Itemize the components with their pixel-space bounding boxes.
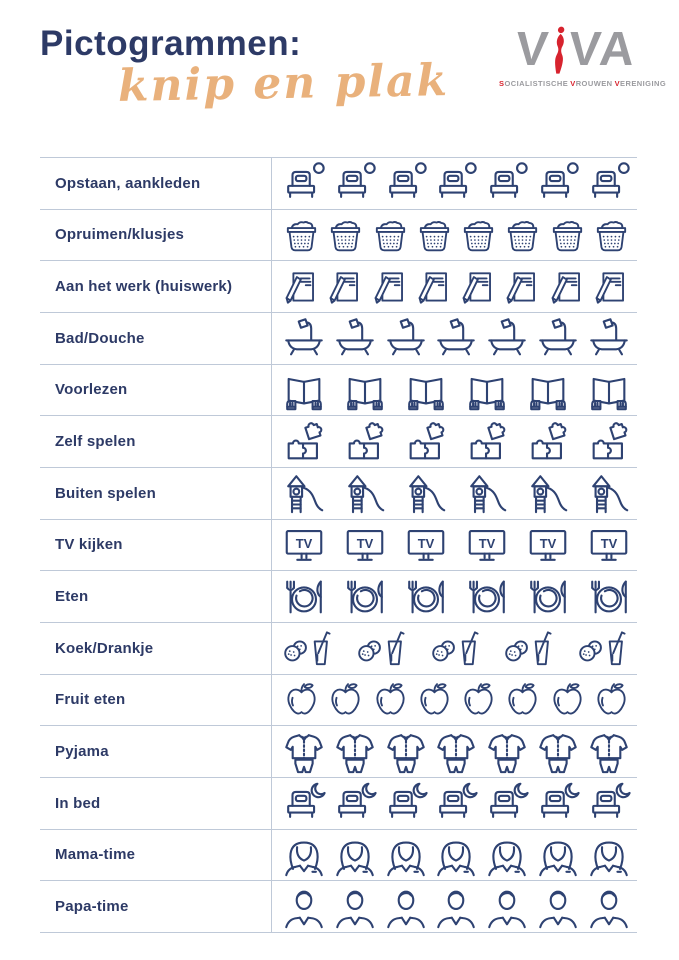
notepad-pen-icon bbox=[591, 266, 632, 307]
bathtub-shower-icon bbox=[332, 315, 378, 361]
icon-strip bbox=[272, 313, 637, 364]
notepad-pen-icon bbox=[414, 266, 455, 307]
playground-slide-icon bbox=[586, 470, 632, 516]
logo-woman-figure-icon bbox=[550, 26, 568, 74]
table-row bbox=[40, 364, 637, 416]
table-row bbox=[40, 519, 637, 571]
logo-tagline bbox=[498, 79, 667, 88]
laundry-basket-icon bbox=[591, 214, 632, 255]
apple-icon bbox=[547, 679, 588, 720]
bathtub-shower-icon bbox=[535, 315, 581, 361]
tv-icon bbox=[586, 522, 632, 568]
table-row bbox=[40, 880, 637, 932]
table-row bbox=[40, 829, 637, 881]
bed-sun-icon bbox=[383, 160, 429, 206]
svg-text:TV: TV bbox=[295, 535, 313, 551]
open-book-icon bbox=[525, 367, 571, 413]
table-row bbox=[40, 312, 637, 364]
apple-icon bbox=[458, 679, 499, 720]
bathtub-shower-icon bbox=[586, 315, 632, 361]
bed-moon-icon bbox=[433, 780, 479, 826]
pyjama-icon bbox=[383, 729, 429, 775]
papa-icon bbox=[281, 884, 327, 930]
row-label: Pyjama bbox=[40, 726, 272, 777]
pyjama-icon bbox=[535, 729, 581, 775]
logo-tagline-word: VERENIGING bbox=[614, 79, 667, 88]
row-label: Papa-time bbox=[40, 881, 272, 932]
row-label: Koek/Drankje bbox=[40, 623, 272, 674]
apple-icon bbox=[502, 679, 543, 720]
bed-moon-icon bbox=[586, 780, 632, 826]
playground-slide-icon bbox=[464, 470, 510, 516]
mama-icon bbox=[281, 832, 327, 878]
puzzle-icon bbox=[342, 419, 388, 465]
bed-sun-icon bbox=[484, 160, 530, 206]
icon-strip bbox=[272, 468, 637, 519]
row-label: Opruimen/klusjes bbox=[40, 210, 272, 261]
table-row bbox=[40, 260, 637, 312]
bed-moon-icon bbox=[484, 780, 530, 826]
notepad-pen-icon bbox=[458, 266, 499, 307]
mama-icon bbox=[433, 832, 479, 878]
playground-slide-icon bbox=[281, 470, 327, 516]
cookie-drink-icon bbox=[576, 627, 632, 669]
papa-icon bbox=[433, 884, 479, 930]
table-row bbox=[40, 725, 637, 777]
bathtub-shower-icon bbox=[433, 315, 479, 361]
row-label: Aan het werk (huiswerk) bbox=[40, 261, 272, 312]
cookie-drink-icon bbox=[502, 627, 558, 669]
bathtub-shower-icon bbox=[383, 315, 429, 361]
plate-cutlery-icon bbox=[525, 574, 571, 620]
notepad-pen-icon bbox=[502, 266, 543, 307]
papa-icon bbox=[586, 884, 632, 930]
laundry-basket-icon bbox=[458, 214, 499, 255]
cookie-drink-icon bbox=[355, 627, 411, 669]
laundry-basket-icon bbox=[370, 214, 411, 255]
bed-sun-icon bbox=[586, 160, 632, 206]
open-book-icon bbox=[281, 367, 327, 413]
open-book-icon bbox=[586, 367, 632, 413]
plate-cutlery-icon bbox=[586, 574, 632, 620]
logo-letter-v: V bbox=[514, 23, 552, 76]
row-label: Eten bbox=[40, 571, 272, 622]
page-subtitle: knip en plak bbox=[117, 55, 450, 112]
icon-strip bbox=[272, 623, 637, 674]
row-label: Voorlezen bbox=[40, 365, 272, 416]
svg-text:TV: TV bbox=[539, 535, 557, 551]
tv-icon bbox=[342, 522, 388, 568]
icon-strip bbox=[272, 416, 637, 467]
cookie-drink-icon bbox=[429, 627, 485, 669]
plate-cutlery-icon bbox=[464, 574, 510, 620]
bed-moon-icon bbox=[332, 780, 378, 826]
tv-icon bbox=[281, 522, 327, 568]
icon-strip bbox=[272, 571, 637, 622]
bed-moon-icon bbox=[383, 780, 429, 826]
table-row bbox=[40, 777, 637, 829]
apple-icon bbox=[370, 679, 411, 720]
icon-strip bbox=[272, 675, 637, 726]
bed-sun-icon bbox=[332, 160, 378, 206]
open-book-icon bbox=[464, 367, 510, 413]
mama-icon bbox=[484, 832, 530, 878]
tv-icon bbox=[464, 522, 510, 568]
table-row bbox=[40, 209, 637, 261]
bathtub-shower-icon bbox=[281, 315, 327, 361]
papa-icon bbox=[535, 884, 581, 930]
pictogram-table bbox=[40, 157, 637, 933]
row-label: In bed bbox=[40, 778, 272, 829]
svg-text:TV: TV bbox=[600, 535, 618, 551]
playground-slide-icon bbox=[342, 470, 388, 516]
papa-icon bbox=[383, 884, 429, 930]
table-row bbox=[40, 674, 637, 726]
row-label: Buiten spelen bbox=[40, 468, 272, 519]
tv-icon bbox=[403, 522, 449, 568]
icon-strip bbox=[272, 158, 637, 209]
laundry-basket-icon bbox=[325, 214, 366, 255]
cookie-drink-icon bbox=[281, 627, 337, 669]
svg-text:TV: TV bbox=[478, 535, 496, 551]
logo-letters-va: VA bbox=[567, 23, 638, 76]
bed-moon-icon bbox=[281, 780, 327, 826]
pyjama-icon bbox=[332, 729, 378, 775]
table-row bbox=[40, 570, 637, 622]
plate-cutlery-icon bbox=[403, 574, 449, 620]
playground-slide-icon bbox=[403, 470, 449, 516]
pyjama-icon bbox=[484, 729, 530, 775]
puzzle-icon bbox=[525, 419, 571, 465]
notepad-pen-icon bbox=[325, 266, 366, 307]
notepad-pen-icon bbox=[281, 266, 322, 307]
logo-tagline-word: VROUWEN bbox=[570, 79, 613, 88]
icon-strip bbox=[272, 830, 637, 881]
viva-logo bbox=[498, 23, 667, 88]
laundry-basket-icon bbox=[547, 214, 588, 255]
laundry-basket-icon bbox=[414, 214, 455, 255]
table-row bbox=[40, 415, 637, 467]
mama-icon bbox=[535, 832, 581, 878]
svg-text:TV: TV bbox=[356, 535, 374, 551]
table-row bbox=[40, 157, 637, 209]
row-label: Opstaan, aankleden bbox=[40, 158, 272, 209]
row-label: TV kijken bbox=[40, 520, 272, 571]
icon-strip bbox=[272, 365, 637, 416]
playground-slide-icon bbox=[525, 470, 571, 516]
notepad-pen-icon bbox=[370, 266, 411, 307]
bed-sun-icon bbox=[535, 160, 581, 206]
notepad-pen-icon bbox=[547, 266, 588, 307]
open-book-icon bbox=[342, 367, 388, 413]
row-label: Bad/Douche bbox=[40, 313, 272, 364]
apple-icon bbox=[414, 679, 455, 720]
row-label: Zelf spelen bbox=[40, 416, 272, 467]
plate-cutlery-icon bbox=[281, 574, 327, 620]
apple-icon bbox=[281, 679, 322, 720]
tv-icon bbox=[525, 522, 571, 568]
papa-icon bbox=[484, 884, 530, 930]
puzzle-icon bbox=[403, 419, 449, 465]
icon-strip bbox=[272, 210, 637, 261]
viva-logo-word bbox=[496, 23, 655, 76]
papa-icon bbox=[332, 884, 378, 930]
table-row bbox=[40, 622, 637, 674]
mama-icon bbox=[383, 832, 429, 878]
icon-strip bbox=[272, 261, 637, 312]
pyjama-icon bbox=[281, 729, 327, 775]
open-book-icon bbox=[403, 367, 449, 413]
puzzle-icon bbox=[586, 419, 632, 465]
icon-strip bbox=[272, 520, 637, 571]
row-label: Fruit eten bbox=[40, 675, 272, 726]
mama-icon bbox=[332, 832, 378, 878]
icon-strip bbox=[272, 881, 637, 932]
bed-sun-icon bbox=[281, 160, 327, 206]
laundry-basket-icon bbox=[281, 214, 322, 255]
pyjama-icon bbox=[586, 729, 632, 775]
icon-strip bbox=[272, 726, 637, 777]
logo-tagline-word: SOCIALISTISCHE bbox=[499, 79, 569, 88]
icon-strip bbox=[272, 778, 637, 829]
page-title: Pictogrammen: bbox=[40, 24, 302, 63]
laundry-basket-icon bbox=[502, 214, 543, 255]
mama-icon bbox=[586, 832, 632, 878]
table-row bbox=[40, 467, 637, 519]
bathtub-shower-icon bbox=[484, 315, 530, 361]
pyjama-icon bbox=[433, 729, 479, 775]
apple-icon bbox=[591, 679, 632, 720]
puzzle-icon bbox=[281, 419, 327, 465]
puzzle-icon bbox=[464, 419, 510, 465]
row-label: Mama-time bbox=[40, 830, 272, 881]
svg-text:TV: TV bbox=[417, 535, 435, 551]
bed-moon-icon bbox=[535, 780, 581, 826]
bed-sun-icon bbox=[433, 160, 479, 206]
apple-icon bbox=[325, 679, 366, 720]
plate-cutlery-icon bbox=[342, 574, 388, 620]
